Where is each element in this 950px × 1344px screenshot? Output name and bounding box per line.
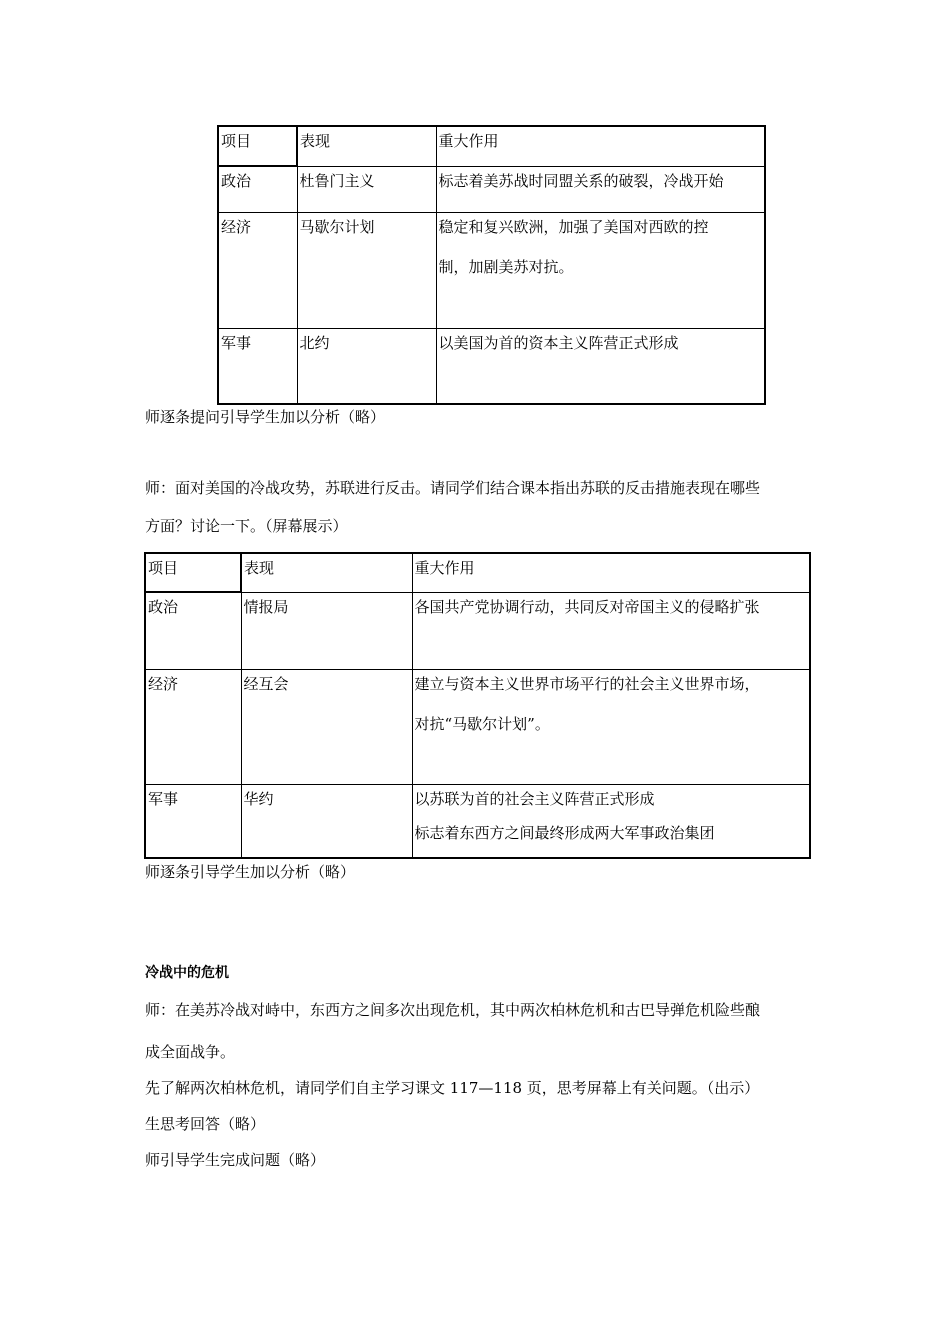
paragraph: 师：面对美国的冷战攻势，苏联进行反击。请同学们结合课本指出苏联的反击措施表现在哪些 <box>145 479 761 497</box>
cell-effect <box>412 784 810 858</box>
paragraph: 先了解两次柏林危机，请同学们自主学习课文 117—118 页，思考屏幕上有关问题。（出示） <box>145 1079 760 1097</box>
header-effect: 重大作用 <box>412 553 810 592</box>
table-row <box>145 784 810 858</box>
paragraph: 师逐条提问引导学生加以分析（略） <box>145 408 386 426</box>
cell-show: 华约 <box>241 784 412 858</box>
table-ussr-measures <box>144 552 811 859</box>
cell-item: 军事 <box>218 328 297 404</box>
cell-show: 情报局 <box>241 592 412 669</box>
paragraph: 师引导学生完成问题（略） <box>145 1151 326 1169</box>
effect-line: 建立与资本主义世界市场平行的社会主义世界市场， <box>414 674 760 693</box>
cell-effect <box>412 669 810 784</box>
cell-show: 马歇尔计划 <box>297 212 436 328</box>
paragraph: 生思考回答（略） <box>145 1115 266 1133</box>
cell-show: 杜鲁门主义 <box>297 166 436 212</box>
paragraph: 成全面战争。 <box>145 1043 236 1061</box>
effect-line: 稳定和复兴欧洲，加强了美国对西欧的控 <box>438 217 709 236</box>
paragraph: 师：在美苏冷战对峙中，东西方之间多次出现危机，其中两次柏林危机和古巴导弹危机险些酿 <box>145 1001 761 1019</box>
header-show: 表现 <box>241 553 412 592</box>
effect-line: 制，加剧美苏对抗。 <box>438 257 574 276</box>
header-show: 表现 <box>297 126 436 166</box>
cell-item: 政治 <box>145 592 241 669</box>
effect-line: 对抗“马歇尔计划”。 <box>414 714 550 733</box>
cell-item: 政治 <box>218 166 297 212</box>
paragraph: 师逐条引导学生加以分析（略） <box>145 863 356 881</box>
cell-item: 经济 <box>145 669 241 784</box>
table-row <box>145 669 810 784</box>
table-us-measures <box>217 125 766 405</box>
table-row <box>145 592 810 669</box>
cell-effect <box>436 212 765 328</box>
section-heading: 冷战中的危机 <box>145 965 229 981</box>
cell-show: 经互会 <box>241 669 412 784</box>
table-row <box>218 212 765 328</box>
table-header-row <box>218 126 765 166</box>
cell-show: 北约 <box>297 328 436 404</box>
header-effect: 重大作用 <box>436 126 765 166</box>
cell-effect: 各国共产党协调行动，共同反对帝国主义的侵略扩张 <box>412 592 810 669</box>
header-item: 项目 <box>145 553 241 592</box>
cell-item: 经济 <box>218 212 297 328</box>
effect-line: 以苏联为首的社会主义阵营正式形成 <box>414 789 655 808</box>
table-row <box>218 166 765 212</box>
table-header-row <box>145 553 810 592</box>
cell-effect: 以美国为首的资本主义阵营正式形成 <box>436 328 765 404</box>
cell-item: 军事 <box>145 784 241 858</box>
table-row <box>218 328 765 404</box>
cell-effect: 标志着美苏战时同盟关系的破裂，冷战开始 <box>436 166 765 212</box>
header-item: 项目 <box>218 126 297 166</box>
effect-line: 标志着东西方之间最终形成两大军事政治集团 <box>414 823 715 842</box>
paragraph: 方面？讨论一下。（屏幕展示） <box>145 517 348 535</box>
